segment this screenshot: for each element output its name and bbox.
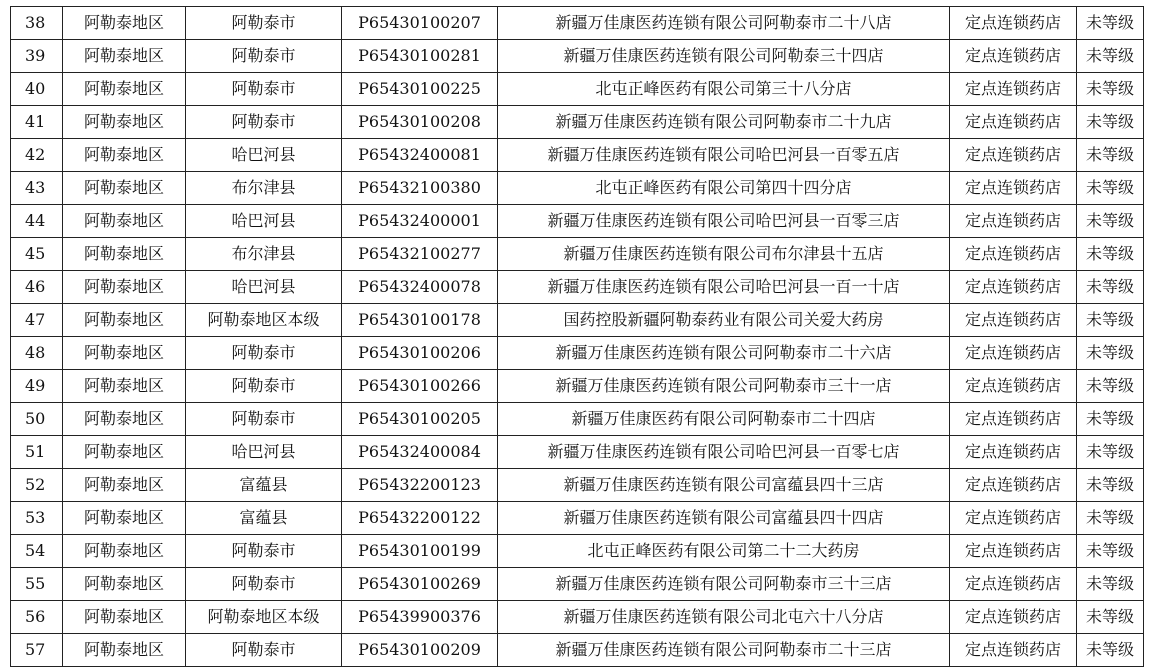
cell-row-number: 56: [11, 601, 63, 634]
cell-institution-type: 定点连锁药店: [950, 7, 1077, 40]
cell-county: 阿勒泰地区本级: [186, 304, 342, 337]
cell-county: 阿勒泰市: [186, 370, 342, 403]
cell-row-number: 54: [11, 535, 63, 568]
cell-prefecture: 阿勒泰地区: [63, 370, 186, 403]
table-row: [11, 271, 1144, 304]
cell-institution-type: 定点连锁药店: [950, 304, 1077, 337]
cell-institution-name: 北屯正峰医药有限公司第三十八分店: [498, 73, 950, 106]
table-row: [11, 601, 1144, 634]
cell-county: 哈巴河县: [186, 436, 342, 469]
cell-institution-type: 定点连锁药店: [950, 40, 1077, 73]
cell-institution-code: P65432200122: [342, 502, 498, 535]
cell-prefecture: 阿勒泰地区: [63, 634, 186, 667]
cell-prefecture: 阿勒泰地区: [63, 73, 186, 106]
cell-institution-code: P65430100225: [342, 73, 498, 106]
table-row: [11, 139, 1144, 172]
cell-institution-name: 新疆万佳康医药连锁有限公司阿勒泰市二十八店: [498, 7, 950, 40]
cell-institution-code: P65432100380: [342, 172, 498, 205]
cell-row-number: 57: [11, 634, 63, 667]
cell-grade-level: 未等级: [1077, 139, 1144, 172]
table-row: [11, 106, 1144, 139]
cell-row-number: 41: [11, 106, 63, 139]
cell-institution-code: P65430100281: [342, 40, 498, 73]
cell-grade-level: 未等级: [1077, 337, 1144, 370]
table-body: [11, 7, 1144, 667]
cell-institution-type: 定点连锁药店: [950, 634, 1077, 667]
table-row: [11, 535, 1144, 568]
cell-institution-name: 新疆万佳康医药连锁有限公司哈巴河县一百零七店: [498, 436, 950, 469]
cell-county: 阿勒泰市: [186, 106, 342, 139]
cell-row-number: 44: [11, 205, 63, 238]
cell-institution-code: P65432100277: [342, 238, 498, 271]
cell-institution-code: P65430100209: [342, 634, 498, 667]
cell-institution-name: 新疆万佳康医药连锁有限公司阿勒泰市二十三店: [498, 634, 950, 667]
cell-institution-type: 定点连锁药店: [950, 73, 1077, 106]
cell-county: 哈巴河县: [186, 271, 342, 304]
cell-row-number: 40: [11, 73, 63, 106]
cell-prefecture: 阿勒泰地区: [63, 271, 186, 304]
cell-institution-name: 新疆万佳康医药有限公司阿勒泰市二十四店: [498, 403, 950, 436]
cell-prefecture: 阿勒泰地区: [63, 238, 186, 271]
cell-prefecture: 阿勒泰地区: [63, 469, 186, 502]
cell-institution-type: 定点连锁药店: [950, 535, 1077, 568]
cell-row-number: 43: [11, 172, 63, 205]
cell-prefecture: 阿勒泰地区: [63, 205, 186, 238]
table-row: [11, 502, 1144, 535]
cell-row-number: 52: [11, 469, 63, 502]
cell-row-number: 39: [11, 40, 63, 73]
cell-county: 布尔津县: [186, 238, 342, 271]
table-row: [11, 337, 1144, 370]
cell-institution-name: 北屯正峰医药有限公司第二十二大药房: [498, 535, 950, 568]
cell-institution-type: 定点连锁药店: [950, 601, 1077, 634]
cell-institution-name: 新疆万佳康医药连锁有限公司阿勒泰市二十九店: [498, 106, 950, 139]
cell-institution-name: 新疆万佳康医药连锁有限公司布尔津县十五店: [498, 238, 950, 271]
table-row: [11, 469, 1144, 502]
cell-institution-code: P65432400081: [342, 139, 498, 172]
cell-institution-name: 北屯正峰医药有限公司第四十四分店: [498, 172, 950, 205]
cell-institution-name: 新疆万佳康医药连锁有限公司阿勒泰三十四店: [498, 40, 950, 73]
cell-institution-name: 新疆万佳康医药连锁有限公司哈巴河县一百零三店: [498, 205, 950, 238]
table-row: [11, 172, 1144, 205]
cell-grade-level: 未等级: [1077, 304, 1144, 337]
cell-grade-level: 未等级: [1077, 7, 1144, 40]
cell-row-number: 51: [11, 436, 63, 469]
table-row: [11, 238, 1144, 271]
table-row: [11, 568, 1144, 601]
cell-grade-level: 未等级: [1077, 601, 1144, 634]
cell-grade-level: 未等级: [1077, 40, 1144, 73]
cell-grade-level: 未等级: [1077, 634, 1144, 667]
cell-institution-type: 定点连锁药店: [950, 337, 1077, 370]
cell-row-number: 45: [11, 238, 63, 271]
cell-institution-name: 新疆万佳康医药连锁有限公司阿勒泰市三十三店: [498, 568, 950, 601]
table-row: [11, 403, 1144, 436]
cell-grade-level: 未等级: [1077, 73, 1144, 106]
cell-institution-name: 新疆万佳康医药连锁有限公司哈巴河县一百一十店: [498, 271, 950, 304]
table-row: [11, 40, 1144, 73]
table-row: [11, 304, 1144, 337]
cell-grade-level: 未等级: [1077, 469, 1144, 502]
table-row: [11, 370, 1144, 403]
cell-institution-type: 定点连锁药店: [950, 271, 1077, 304]
cell-prefecture: 阿勒泰地区: [63, 172, 186, 205]
cell-row-number: 49: [11, 370, 63, 403]
cell-grade-level: 未等级: [1077, 436, 1144, 469]
cell-row-number: 53: [11, 502, 63, 535]
cell-institution-code: P65430100199: [342, 535, 498, 568]
cell-prefecture: 阿勒泰地区: [63, 7, 186, 40]
cell-institution-type: 定点连锁药店: [950, 172, 1077, 205]
cell-county: 阿勒泰市: [186, 337, 342, 370]
cell-institution-name: 新疆万佳康医药连锁有限公司北屯六十八分店: [498, 601, 950, 634]
cell-prefecture: 阿勒泰地区: [63, 502, 186, 535]
cell-grade-level: 未等级: [1077, 106, 1144, 139]
cell-institution-code: P65430100205: [342, 403, 498, 436]
cell-institution-code: P65432400078: [342, 271, 498, 304]
table-row: [11, 7, 1144, 40]
cell-institution-name: 新疆万佳康医药连锁有限公司阿勒泰市二十六店: [498, 337, 950, 370]
cell-institution-code: P65430100207: [342, 7, 498, 40]
cell-grade-level: 未等级: [1077, 403, 1144, 436]
cell-county: 哈巴河县: [186, 139, 342, 172]
cell-institution-type: 定点连锁药店: [950, 238, 1077, 271]
cell-prefecture: 阿勒泰地区: [63, 436, 186, 469]
cell-county: 哈巴河县: [186, 205, 342, 238]
cell-grade-level: 未等级: [1077, 238, 1144, 271]
cell-row-number: 42: [11, 139, 63, 172]
cell-prefecture: 阿勒泰地区: [63, 601, 186, 634]
cell-county: 阿勒泰地区本级: [186, 601, 342, 634]
cell-institution-type: 定点连锁药店: [950, 436, 1077, 469]
cell-institution-type: 定点连锁药店: [950, 502, 1077, 535]
cell-grade-level: 未等级: [1077, 172, 1144, 205]
table-row: [11, 634, 1144, 667]
cell-institution-type: 定点连锁药店: [950, 139, 1077, 172]
cell-institution-name: 国药控股新疆阿勒泰药业有限公司关爱大药房: [498, 304, 950, 337]
cell-prefecture: 阿勒泰地区: [63, 568, 186, 601]
cell-grade-level: 未等级: [1077, 502, 1144, 535]
cell-institution-name: 新疆万佳康医药连锁有限公司阿勒泰市三十一店: [498, 370, 950, 403]
cell-institution-code: P65430100266: [342, 370, 498, 403]
cell-row-number: 55: [11, 568, 63, 601]
cell-prefecture: 阿勒泰地区: [63, 535, 186, 568]
cell-institution-type: 定点连锁药店: [950, 568, 1077, 601]
cell-institution-name: 新疆万佳康医药连锁有限公司富蕴县四十四店: [498, 502, 950, 535]
table-row: [11, 436, 1144, 469]
cell-institution-type: 定点连锁药店: [950, 370, 1077, 403]
cell-institution-type: 定点连锁药店: [950, 469, 1077, 502]
cell-county: 富蕴县: [186, 502, 342, 535]
cell-prefecture: 阿勒泰地区: [63, 304, 186, 337]
cell-row-number: 47: [11, 304, 63, 337]
cell-prefecture: 阿勒泰地区: [63, 106, 186, 139]
pharmacy-table: [10, 6, 1144, 667]
cell-prefecture: 阿勒泰地区: [63, 337, 186, 370]
cell-prefecture: 阿勒泰地区: [63, 403, 186, 436]
cell-county: 阿勒泰市: [186, 40, 342, 73]
cell-prefecture: 阿勒泰地区: [63, 139, 186, 172]
cell-county: 阿勒泰市: [186, 73, 342, 106]
cell-row-number: 50: [11, 403, 63, 436]
cell-institution-type: 定点连锁药店: [950, 205, 1077, 238]
table-row: [11, 73, 1144, 106]
cell-grade-level: 未等级: [1077, 370, 1144, 403]
cell-institution-type: 定点连锁药店: [950, 403, 1077, 436]
cell-grade-level: 未等级: [1077, 568, 1144, 601]
cell-institution-type: 定点连锁药店: [950, 106, 1077, 139]
cell-institution-code: P65430100206: [342, 337, 498, 370]
cell-county: 阿勒泰市: [186, 403, 342, 436]
cell-prefecture: 阿勒泰地区: [63, 40, 186, 73]
cell-institution-code: P65430100178: [342, 304, 498, 337]
cell-institution-code: P65432200123: [342, 469, 498, 502]
cell-grade-level: 未等级: [1077, 205, 1144, 238]
cell-county: 阿勒泰市: [186, 7, 342, 40]
cell-county: 阿勒泰市: [186, 568, 342, 601]
cell-grade-level: 未等级: [1077, 271, 1144, 304]
cell-institution-code: P65430100269: [342, 568, 498, 601]
cell-institution-code: P65432400084: [342, 436, 498, 469]
cell-county: 布尔津县: [186, 172, 342, 205]
table-row: [11, 205, 1144, 238]
cell-institution-name: 新疆万佳康医药连锁有限公司哈巴河县一百零五店: [498, 139, 950, 172]
cell-grade-level: 未等级: [1077, 535, 1144, 568]
cell-county: 阿勒泰市: [186, 535, 342, 568]
cell-institution-name: 新疆万佳康医药连锁有限公司富蕴县四十三店: [498, 469, 950, 502]
cell-institution-code: P65430100208: [342, 106, 498, 139]
cell-county: 富蕴县: [186, 469, 342, 502]
cell-row-number: 48: [11, 337, 63, 370]
cell-row-number: 38: [11, 7, 63, 40]
cell-row-number: 46: [11, 271, 63, 304]
cell-county: 阿勒泰市: [186, 634, 342, 667]
cell-institution-code: P65432400001: [342, 205, 498, 238]
cell-institution-code: P65439900376: [342, 601, 498, 634]
